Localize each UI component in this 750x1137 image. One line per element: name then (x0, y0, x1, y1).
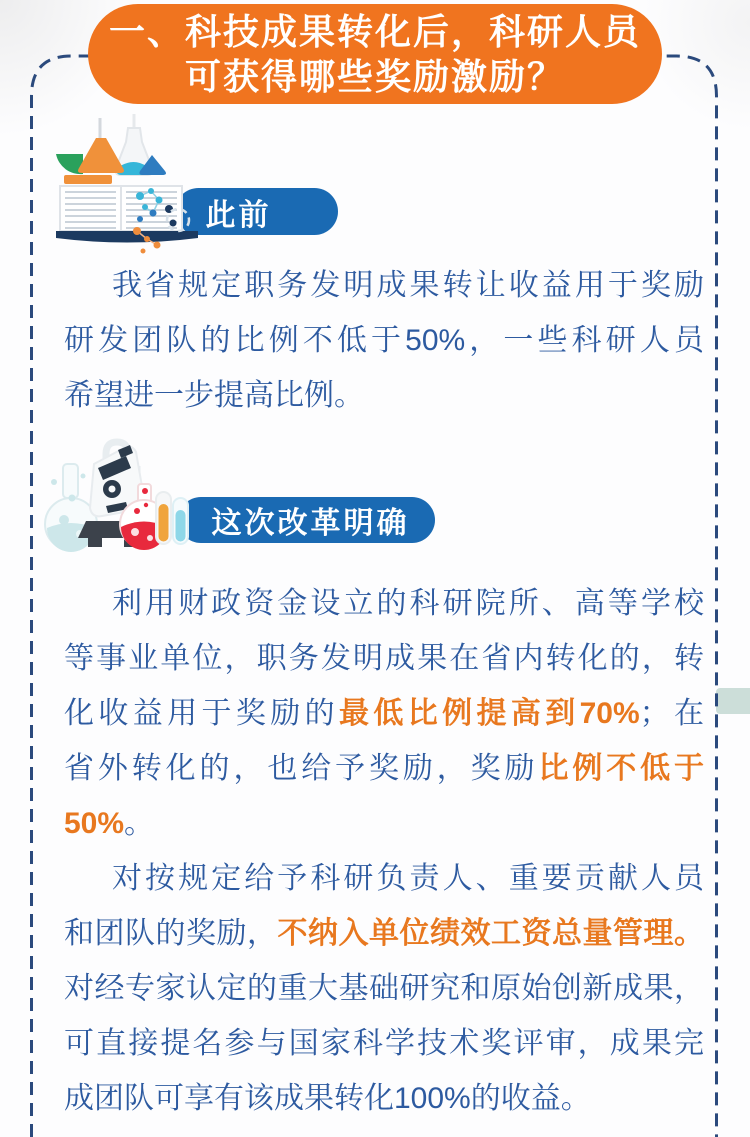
title-line-2: 可获得哪些奖励激励？ (184, 56, 565, 97)
text-line (64, 1016, 704, 1071)
body-text: 对经专家认定的重大基础研究和原始创新成果， (64, 972, 704, 1005)
text-line (64, 796, 704, 851)
text-line (64, 576, 704, 631)
badge-reform-label: 这次改革明确 (211, 507, 410, 540)
section-before-text (64, 258, 704, 423)
right-edge-tab-decoration (716, 688, 750, 714)
text-line (64, 686, 704, 741)
body-text: 。 (124, 807, 155, 840)
text-line (64, 961, 704, 1016)
body-text: 对按规定给予科研负责人、重要贡献人员 (112, 862, 704, 895)
text-line (64, 313, 704, 368)
highlighted-text: 最低比例提高到70% (338, 697, 640, 730)
badge-reform (178, 497, 435, 543)
text-line (64, 258, 704, 313)
highlighted-text: 50% (64, 807, 125, 840)
body-text: 成团队可享有该成果转化100%的收益。 (64, 1082, 591, 1115)
body-text: 省外转化的，也给予奖励，奖励 (64, 752, 539, 785)
text-line (64, 851, 704, 906)
paragraph (64, 258, 704, 423)
badge-before-label: 此前 (205, 198, 272, 232)
microscope-and-flasks-icon (42, 428, 192, 553)
text-line (64, 741, 704, 796)
text-line (64, 368, 704, 423)
body-text: 利用财政资金设立的科研院所、高等学校 (112, 587, 704, 620)
paragraph (64, 576, 704, 851)
body-text: 我省规定职务发明成果转让收益用于奖励 (112, 269, 704, 302)
body-text: 可直接提名参与国家科学技术奖评审，成果完 (64, 1027, 704, 1060)
body-text: 希望进一步提高比例。 (64, 379, 364, 412)
book-and-flasks-icon (52, 112, 202, 257)
section-reform-text (64, 576, 704, 1126)
body-text: 研发团队的比例不低于50%，一些科研人员 (64, 324, 704, 357)
highlighted-text: 比例不低于 (538, 752, 705, 785)
body-text: 和团队的奖励， (64, 917, 278, 950)
body-text: 等事业单位，职务发明成果在省内转化的，转 (64, 642, 704, 675)
title-line-1: 一、科技成果转化后，科研人员 (108, 11, 641, 52)
body-text: 化收益用于奖励的 (64, 697, 339, 730)
page-title-banner (88, 4, 662, 104)
highlighted-text: 不纳入单位绩效工资总量管理。 (277, 917, 704, 950)
text-line (64, 1071, 704, 1126)
text-line (64, 631, 704, 686)
text-line (64, 906, 704, 961)
body-text: ；在 (639, 697, 705, 730)
paragraph (64, 851, 704, 1126)
